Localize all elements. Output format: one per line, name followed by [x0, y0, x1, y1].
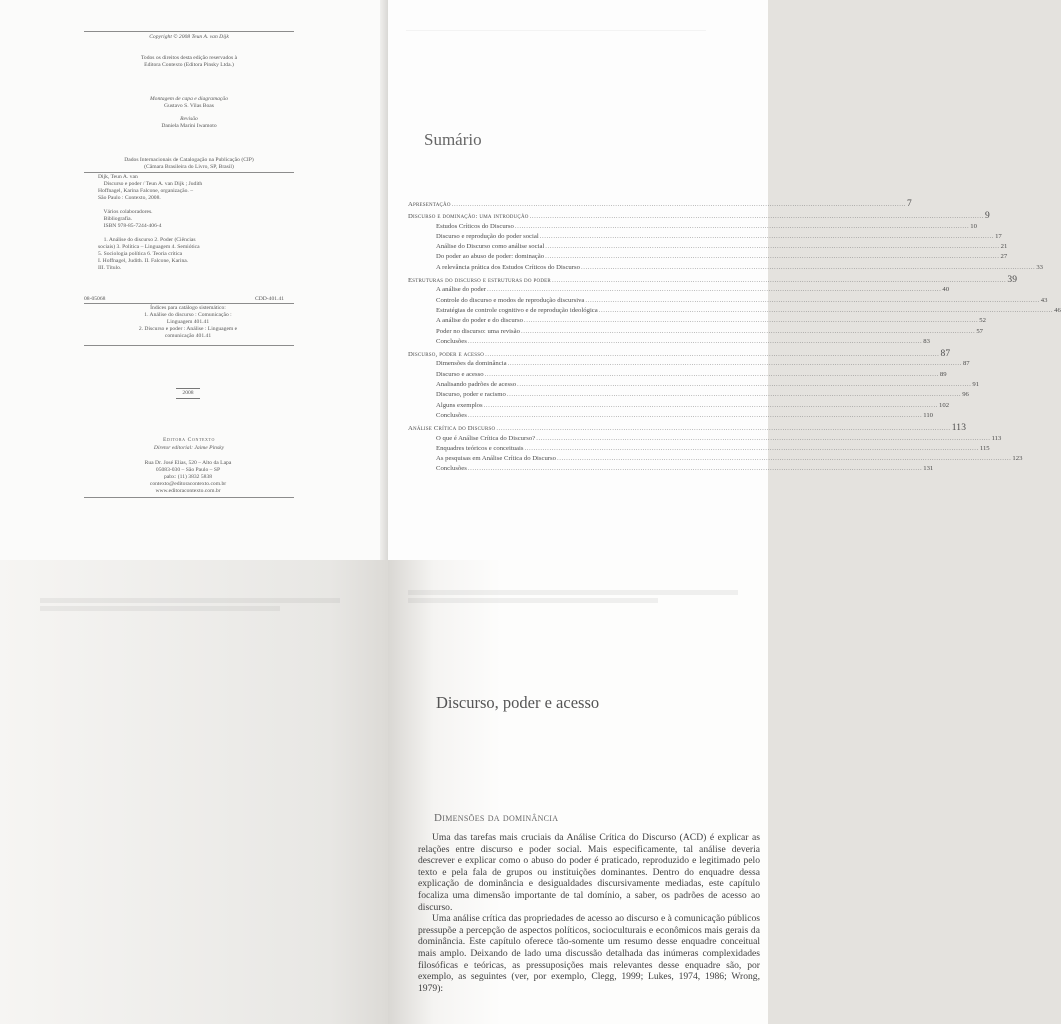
toc-entry-page: 39: [1007, 275, 1018, 286]
toc-entry: [408, 359, 970, 369]
cip-line: [98, 230, 306, 237]
toc-entry-label: A relevância prática dos Estudos Críticos do Discurso: [436, 263, 580, 271]
toc-entry: [408, 222, 977, 232]
index-line: 2. Discurso e poder : Análise : Linguagem e: [138, 326, 238, 332]
toc-entry-page: 110: [923, 411, 934, 419]
cip-header-2: (Câmara Brasileira do Livro, SP, Brasil): [144, 164, 234, 170]
toc-leader-dots: ........................................................................................................................................................................................................: [483, 401, 938, 409]
toc-entry-page: 83: [923, 337, 930, 345]
show-through-line: [408, 598, 658, 603]
cip-line: 1. Análise do discurso 2. Poder (Ciências: [98, 237, 196, 243]
toc-entry-page: 89: [939, 370, 947, 378]
toc-entry-page: 40: [942, 286, 950, 294]
cip-line: III. Título.: [98, 265, 122, 271]
toc-section-entry: [408, 349, 951, 360]
toc-leader-dots: ........................................................................................................................................................................................................: [545, 243, 1000, 251]
chapter-title: Discurso, poder e acesso: [436, 693, 600, 712]
address-line: contexto@editoracontexto.com.br: [149, 481, 227, 487]
toc-entry-page: 91: [972, 381, 980, 389]
rights-line-1: Todos os direitos desta edição reservados à: [140, 55, 238, 61]
address-line: Rua Dr. José Elias, 520 – Alto da Lapa: [144, 460, 232, 466]
blank-page: [0, 560, 388, 1024]
toc-entry-page: 131: [923, 465, 934, 473]
toc-leader-dots: ........................................................................................................................................................................................................: [539, 232, 995, 240]
toc-entry: [408, 434, 1002, 444]
show-through-line: [40, 606, 280, 611]
toc-leader-dots: ........................................................................................................................................................................................................: [585, 296, 1040, 304]
toc-leader-dots: ........................................................................................................................................................................................................: [506, 391, 962, 399]
toc-entry-page: 113: [951, 423, 967, 434]
cover-name: Gustavo S. Vilas Boas: [164, 103, 214, 109]
toc-entry-label: Apresentação: [408, 201, 451, 208]
class-number: 08-05068: [84, 296, 106, 302]
address-line: 05083-030 – São Paulo – SP: [155, 467, 221, 473]
toc-entry: [408, 380, 980, 390]
toc-entry-page: 57: [976, 327, 984, 335]
toc-entry-label: Conclusões: [436, 411, 467, 419]
index-line: comunicação 401.41: [164, 333, 212, 339]
toc-entry-page: 10: [970, 222, 977, 230]
toc-entry-page: 43: [1040, 296, 1048, 304]
toc-leader-dots: ........................................................................................................................................................................................................: [496, 425, 951, 433]
address-line: www.editoracontexto.com.br: [155, 488, 221, 494]
cip-line: I. Hoffnagel, Judith. II. Falcone, Karina.: [98, 258, 189, 264]
toc-entry-page: 123: [1012, 455, 1023, 463]
class-rule: [84, 303, 294, 304]
toc-entry-label: Estudos Críticos do Discurso: [436, 222, 514, 230]
toc-entry: [408, 252, 1008, 262]
cip-header-1: Dados Internacionais de Catalogação na Publicação (CIP): [124, 157, 254, 163]
toc-entry-page: 46: [1054, 306, 1061, 314]
toc-leader-dots: ........................................................................................................................................................................................................: [467, 465, 923, 473]
cdd-number: CDD-401.41: [255, 296, 285, 302]
toc-section-entry: [408, 423, 967, 434]
toc-entry-label: Discurso e dominação: uma introdução: [408, 213, 529, 221]
toc-entry: [408, 285, 950, 295]
index-line: Índices para catálogo sistemático:: [150, 305, 226, 311]
toc-entry-page: 9: [984, 211, 990, 222]
toc-entry: [408, 232, 1002, 242]
toc-entry: [408, 263, 1043, 273]
toc-leader-dots: ........................................................................................................................................................................................................: [467, 411, 923, 419]
toc-entry-label: O que é Análise Crítica do Discurso?: [436, 434, 536, 442]
toc-entry-page: 113: [991, 434, 1002, 442]
toc-entry-label: Análise Crítica do Discurso: [408, 425, 496, 433]
copyright-page: [0, 0, 388, 560]
toc-leader-dots: ........................................................................................................................................................................................................: [517, 381, 972, 389]
review-label: Revisão: [180, 116, 198, 122]
toc-entry-page: 115: [979, 444, 990, 452]
toc-entry-label: A análise do poder: [436, 286, 486, 294]
toc-entry-page: 52: [979, 317, 986, 325]
publisher-address: [84, 460, 292, 495]
toc-leader-dots: ........................................................................................................................................................................................................: [598, 306, 1054, 314]
cip-record: [84, 174, 306, 272]
chapter-page: [388, 560, 768, 1024]
toc-leader-dots: ........................................................................................................................................................................................................: [486, 286, 942, 294]
toc-entry-label: Discurso e acesso: [436, 370, 484, 378]
cip-line: São Paulo : Contexto, 2008.: [98, 195, 161, 201]
cip-line: sociais) 3. Política – Linguagem 4. Semiótica: [98, 244, 200, 250]
editorial-director: Diretor editorial: Jaime Pinsky: [153, 445, 225, 451]
summary-page: [388, 0, 1061, 560]
toc-entry: [408, 464, 934, 474]
cip-line: 5. Sociologia política 6. Teoria crítica: [98, 251, 183, 257]
index-line: Linguagem 401.41: [166, 319, 210, 325]
toc-entry-label: Discurso, poder e racismo: [436, 391, 506, 399]
show-through-line: [40, 598, 340, 603]
toc-entry-label: Do poder ao abuso de poder: dominação: [436, 253, 545, 261]
toc-entry-label: A análise do poder e do discurso: [436, 317, 523, 325]
year-box: 2008: [176, 388, 200, 399]
cip-line: Discurso e poder / Teun A. van Dijk ; Judith: [98, 181, 203, 187]
toc-leader-dots: ........................................................................................................................................................................................................: [507, 360, 962, 368]
toc-entry-page: 87: [940, 349, 951, 360]
toc-entry: [408, 327, 984, 337]
toc-entry-label: Poder no discurso: uma revisão: [436, 327, 520, 335]
review-name: Daniela Marini Iwamoto: [161, 123, 217, 129]
toc-entry: [408, 454, 1023, 464]
copyright-line: Copyright © 2008 Teun A. van Dijk: [149, 34, 229, 40]
toc-leader-dots: ........................................................................................................................................................................................................: [580, 263, 1036, 271]
toc-entry: [408, 444, 990, 454]
toc-entry-page: 17: [995, 232, 1002, 240]
toc-entry: [408, 411, 934, 421]
toc-entry-label: Estruturas do discurso e estruturas do poder: [408, 277, 551, 285]
toc-entry: [408, 306, 1061, 316]
toc-entry-label: Controle do discurso e modos de reprodução discursiva: [436, 296, 585, 304]
cover-label: Montagem de capa e diagramação: [150, 96, 228, 102]
toc-entry: [408, 370, 947, 380]
toc-leader-dots: ........................................................................................................................................................................................................: [514, 222, 970, 230]
index-rule: [84, 345, 294, 346]
cip-line: Hoffnagel, Karina Falcone, organização. –: [98, 188, 194, 194]
rights-line-2: Editora Contexto (Editora Pinsky Ltda.): [144, 62, 234, 68]
toc-entry-label: Conclusões: [436, 337, 467, 345]
top-rule: [84, 31, 294, 32]
paragraph: Uma das tarefas mais cruciais da Análise Crítica do Discurso (ACD) é explicar as relações entre discurso e poder social. Mais especificamente, tal análise deveria descrever e explicar como o abuso do poder é praticado, reproduzido e legitimado pelo texto e pela fala de grupos ou instituições dominantes. Dentro do enquadre dessa explicação de dominância e desigualdades discursivamente mediadas, este capítulo focaliza uma dimensão importante de tal domínio, a saber, os padrões de acesso ao discurso.: [418, 832, 760, 913]
toc-entry-page: 96: [962, 391, 969, 399]
toc-leader-dots: ........................................................................................................................................................................................................: [485, 351, 940, 359]
cip-line: Vários colaboradores.: [98, 209, 153, 215]
toc-entry-label: Analisando padrões de acesso: [436, 381, 517, 389]
toc-section-entry: [408, 211, 990, 222]
toc-entry-page: 87: [962, 360, 970, 368]
publisher-name: Editora Contexto: [163, 437, 215, 443]
toc-leader-dots: ........................................................................................................................................................................................................: [529, 213, 984, 221]
cip-line: [98, 202, 306, 209]
toc-leader-dots: ........................................................................................................................................................................................................: [484, 370, 939, 378]
cip-line: Dijk, Teun A. van: [98, 174, 138, 180]
toc-leader-dots: ........................................................................................................................................................................................................: [524, 444, 979, 452]
toc-entry-label: Análise do Discurso como análise social: [436, 243, 545, 251]
toc-entry: [408, 316, 986, 326]
toc-leader-dots: ........................................................................................................................................................................................................: [545, 253, 1000, 261]
toc-leader-dots: ........................................................................................................................................................................................................: [451, 201, 907, 208]
bottom-rule: [84, 497, 294, 498]
paragraph: Uma análise crítica das propriedades de acesso ao discurso e à comunicação públicos pressupõe a percepção de aspectos políticos, socioculturais e econômicos mais gerais da dominância. Este capítulo oferece tão-somente um resumo desse enquadre conceitual mais amplo. Deixando de lado uma discussão detalhada das inúmeras complexidades filosóficas e teóricas, as pressuposições mais relevantes desse enquadre são, por exemplo, as seguintes (ver, por exemplo, Clegg, 1999; Lukes, 1974, 1986; Wrong, 1979):: [418, 913, 760, 994]
toc-entry-label: Discurso, poder e acesso: [408, 351, 485, 359]
toc-entry-page: 7: [907, 199, 912, 209]
toc-entry: [408, 337, 930, 347]
index-line: 1. Análise do discurso : Comunicação :: [144, 312, 232, 318]
toc-leader-dots: ........................................................................................................................................................................................................: [551, 277, 1007, 285]
toc-entry-page: 21: [1000, 243, 1008, 251]
toc-entry-label: Discurso e reprodução do poder social: [436, 232, 539, 240]
address-line: pabx: (11) 3832 5838: [163, 474, 213, 480]
toc-leader-dots: ........................................................................................................................................................................................................: [536, 434, 991, 442]
toc-leader-dots: ........................................................................................................................................................................................................: [467, 337, 923, 345]
toc-leader-dots: ........................................................................................................................................................................................................: [520, 327, 976, 335]
toc-entry-label: Enquadres teóricos e conceituais: [436, 444, 524, 452]
toc-leader-dots: ........................................................................................................................................................................................................: [557, 455, 1012, 463]
toc-entry: [408, 390, 969, 400]
toc-entry: [408, 296, 1048, 306]
summary-title: Sumário: [424, 130, 482, 149]
show-through: [406, 30, 706, 39]
toc-entry-label: As pesquisas em Análise Crítica do Discurso: [436, 455, 556, 463]
toc-entry-label: Alguns exemplos: [436, 401, 483, 409]
toc-entry-label: Conclusões: [436, 465, 467, 473]
toc-entry-label: Dimensões da dominância: [436, 360, 507, 368]
toc-section-entry: [408, 199, 912, 209]
toc-entry-label: Estratégias de controle cognitivo e de reprodução ideológica: [436, 306, 598, 314]
section-heading: Dimensões da dominância: [434, 812, 559, 824]
show-through-line: [408, 590, 738, 595]
cip-rule: [84, 172, 294, 173]
toc-leader-dots: ........................................................................................................................................................................................................: [523, 317, 979, 325]
toc-entry: [408, 242, 1008, 252]
toc-section-entry: [408, 275, 1018, 286]
toc-entry: [408, 401, 950, 411]
table-of-contents: [408, 197, 1061, 475]
cip-line: ISBN 978-85-7244-406-4: [98, 223, 162, 229]
catalog-index: [84, 305, 292, 340]
toc-entry-page: 27: [1000, 253, 1008, 261]
body-text: [418, 832, 760, 994]
cip-line: Bibliografia.: [98, 216, 133, 222]
toc-entry-page: 102: [939, 401, 950, 409]
toc-entry-page: 33: [1036, 263, 1043, 271]
